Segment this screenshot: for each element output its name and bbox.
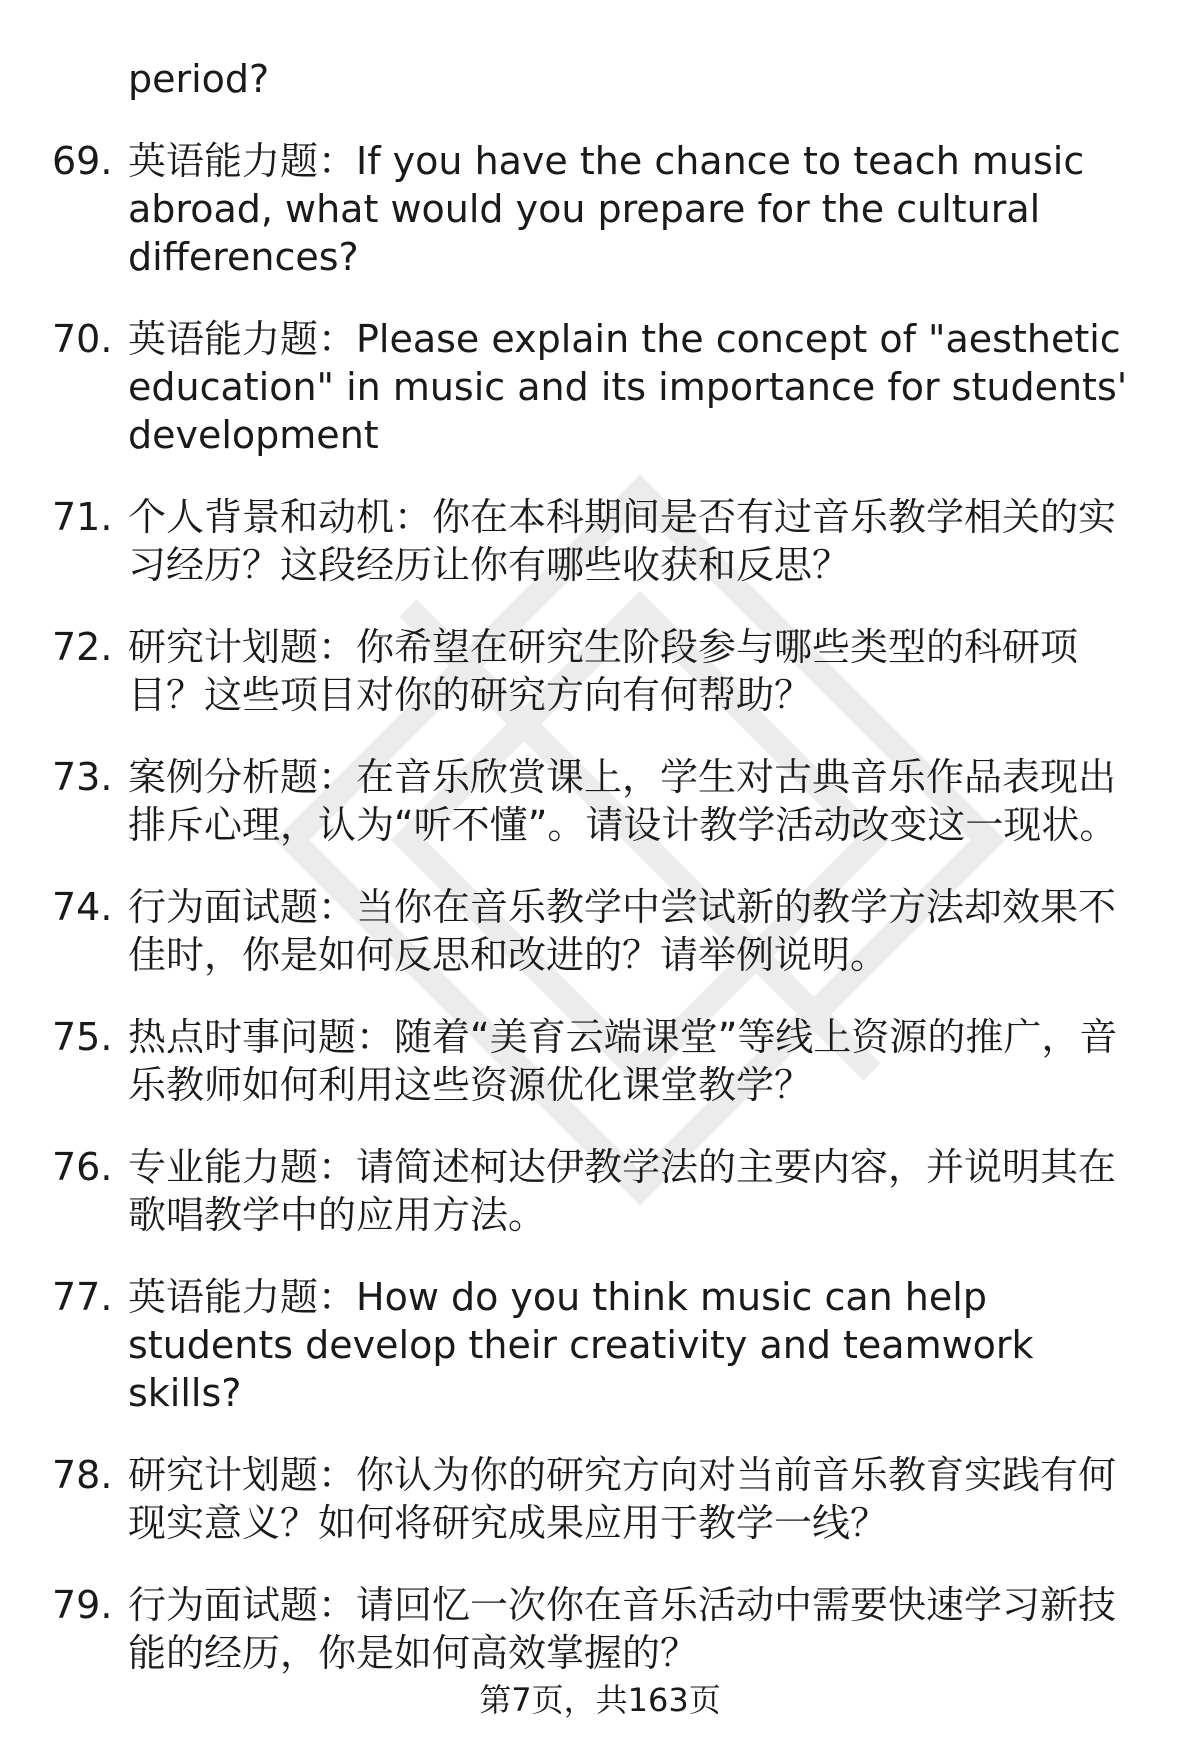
question-item [0,1451,1200,1547]
question-text: 英语能力题：How do you think music can help students develop their creativity and teamwork skills? [128,1275,1034,1415]
question-text: 研究计划题：你认为你的研究方向对当前音乐教育实践有何现实意义？如何将研究成果应用于教学一线？ [128,1453,1117,1545]
question-item [0,1013,1200,1109]
question-text: 个人背景和动机：你在本科期间是否有过音乐教学相关的实习经历？这段经历让你有哪些收获和反思？ [128,495,1117,587]
question-item [0,493,1200,589]
question-number: 77. [52,1275,113,1319]
question-text: 研究计划题：你希望在研究生阶段参与哪些类型的科研项目？这些项目对你的研究方向有何帮助？ [128,625,1079,717]
question-item [0,883,1200,979]
question-number: 75. [52,1015,113,1059]
question-number: 76. [52,1145,113,1189]
question-number: 78. [52,1453,113,1497]
question-item [0,315,1200,459]
question-number: 70. [52,317,113,361]
question-text: 英语能力题：Please explain the concept of "aesthetic education" in music and its importance for students' development [128,317,1128,457]
question-item [0,753,1200,849]
question-text: 热点时事问题：随着“美育云端课堂”等线上资源的推广，音乐教师如何利用这些资源优化课堂教学？ [128,1015,1118,1107]
question-list [0,137,1200,1677]
question-item [0,137,1200,281]
question-text: 行为面试题：请回忆一次你在音乐活动中需要快速学习新技能的经历，你是如何高效掌握的？ [128,1583,1117,1675]
question-number: 73. [52,755,113,799]
question-number: 74. [52,885,113,929]
previous-question-continuation: period? [128,57,270,101]
question-number: 71. [52,495,113,539]
question-item [0,1273,1200,1417]
question-text: 英语能力题：If you have the chance to teach music abroad, what would you prepare for the cultural differences? [128,139,1085,279]
question-number: 72. [52,625,113,669]
page-footer: 第7页，共163页 [479,1681,721,1719]
question-item [0,623,1200,719]
question-text: 案例分析题：在音乐欣赏课上，学生对古典音乐作品表现出排斥心理，认为“听不懂”。请设计教学活动改变这一现状。 [128,755,1118,847]
question-item [0,1581,1200,1677]
question-text: 专业能力题：请简述柯达伊教学法的主要内容，并说明其在歌唱教学中的应用方法。 [128,1145,1117,1237]
question-content [0,55,1200,1711]
question-number: 69. [52,139,113,183]
question-text: 行为面试题：当你在音乐教学中尝试新的教学方法却效果不佳时，你是如何反思和改进的？请举例说明。 [128,885,1117,977]
question-number: 79. [52,1583,113,1627]
question-item [0,1143,1200,1239]
